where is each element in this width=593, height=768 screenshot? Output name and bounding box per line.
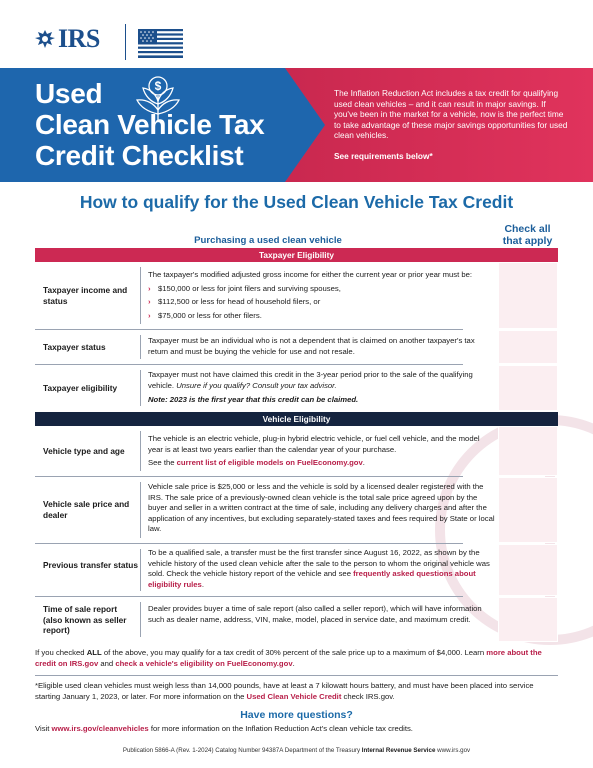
more-questions-heading: Have more questions? <box>240 709 353 721</box>
hero-title-line-3: Credit Checklist <box>35 140 244 171</box>
checkbox-vehicle-price-dealer[interactable] <box>498 477 558 543</box>
row-content: Dealer provides buyer a time of sale report (also called a seller report), which will have information such as dealer name, address, VIN, make, model, placed in service date, and maximum credit. <box>148 604 482 624</box>
bullet-text: $75,000 or less for other filers. <box>158 310 262 320</box>
eligibility-advice: Unsure if you qualify? Consult your tax advisor. <box>176 380 337 390</box>
logo-divider <box>125 24 126 60</box>
income-intro: The taxpayer's modified adjusted gross income for either the current year or prior year must be: <box>148 270 473 279</box>
row-vehicle-price-dealer <box>35 477 558 543</box>
qualify-summary <box>35 648 560 669</box>
column-divider <box>140 370 141 406</box>
checkbox-time-of-sale[interactable] <box>498 597 558 642</box>
eagle-icon <box>34 28 56 50</box>
svg-text:$: $ <box>154 79 162 93</box>
period: . <box>362 458 365 467</box>
check-all-header <box>497 223 558 247</box>
footer-divider <box>35 675 558 676</box>
column-divider <box>140 335 141 359</box>
summary-prefix: If you checked <box>35 648 85 657</box>
hero-requirements: See requirements below* <box>334 151 433 161</box>
row-label: Taxpayer income and status <box>43 285 128 306</box>
column-divider <box>140 431 141 471</box>
used-clean-vehicle-credit-link[interactable]: Used Clean Vehicle Credit <box>246 691 342 701</box>
visit-prefix: Visit <box>35 724 50 733</box>
row-content <box>148 270 496 321</box>
row-content <box>148 548 496 590</box>
eligible-models-link[interactable]: current list of eligible models on FuelEconomy.gov <box>176 458 363 467</box>
row-taxpayer-eligibility <box>35 365 558 411</box>
row-taxpayer-status <box>35 330 558 364</box>
summary-and: and <box>100 658 114 668</box>
chevron-right-icon: › <box>148 310 151 320</box>
income-bullet-1 <box>148 284 496 295</box>
row-previous-transfer <box>35 544 558 596</box>
plant-dollar-icon <box>119 74 197 120</box>
taxpayer-eligibility-header: Taxpayer Eligibility <box>35 248 558 262</box>
irs-url: www.irs.gov <box>437 747 471 754</box>
top-bar <box>0 0 593 68</box>
credit-info-link[interactable]: more about the credit on IRS.gov <box>35 648 542 668</box>
irs-name: Internal Revenue Service <box>361 747 436 754</box>
check-header-line-2: that apply <box>502 235 553 247</box>
publication-info <box>0 747 593 754</box>
purchase-header: Purchasing a used clean vehicle <box>194 235 342 246</box>
eligibility-footnote <box>35 681 560 702</box>
bullet-text: $150,000 or less for joint filers and surviving spouses, <box>158 283 341 293</box>
hero-title-line-1: Used <box>35 78 103 109</box>
footnote-end: check IRS.gov. <box>343 691 395 701</box>
visit-text: for more information on the Inflation Reduction Act's clean vehicle tax credits. <box>150 724 413 733</box>
row-vehicle-type-age <box>35 426 558 476</box>
footnote-text: *Eligible used clean vehicles must weigh less than 14,000 pounds, have at least a 7 kilowatt hours battery, and must have been placed into service starting January 1, 2023, or later. For more information on the <box>35 681 534 701</box>
checkbox-vehicle-type-age[interactable] <box>498 426 558 476</box>
period: . <box>292 658 295 668</box>
vehicle-eligibility-link[interactable]: check a vehicle's eligibility on FuelEconomy.gov <box>115 658 293 668</box>
chevron-right-icon: › <box>148 297 151 306</box>
period: . <box>201 579 204 589</box>
bullet-text: $112,500 or less for head of household filers, or <box>158 297 321 306</box>
income-bullet-2 <box>148 297 496 308</box>
eligibility-note: Note: 2023 is the first year that this credit can be claimed. <box>148 395 359 404</box>
column-divider <box>140 549 141 591</box>
row-label: Previous transfer status <box>43 560 138 570</box>
row-content: Vehicle sale price is $25,000 or less and the vehicle is sold by a licensed dealer registered with the IRS. The sale price of a previously-owned clean vehicle is the total sale price agreed upon by the buyer and seller in a written contract at the time of sale, including any delivery charges and after the application of any incentives, but excluding separately-stated taxes and fees required by State or local law. <box>148 482 495 533</box>
hero-banner <box>0 68 593 182</box>
row-taxpayer-income <box>35 262 558 329</box>
row-label: Time of sale report (also known as seller report) <box>43 604 127 635</box>
type-age-text: The vehicle is an electric vehicle, plug-in hybrid electric vehicle, or fuel cell vehicle, and the model year is at least two years earlier than the calendar year of your purchase. <box>148 434 480 454</box>
summary-text: of the above, you may qualify for a tax credit of 30% percent of the sale price up to a maximum of $4,000. Learn <box>103 648 485 657</box>
visit-line <box>35 724 560 733</box>
irs-wordmark: IRS <box>58 24 100 53</box>
publication-number: Publication 5866-A (Rev. 1-2024) Catalog Number 94387A Department of the Treasury <box>122 747 361 754</box>
irs-logo <box>34 26 100 52</box>
row-label: Vehicle sale price and dealer <box>43 499 130 520</box>
row-label: Taxpayer eligibility <box>43 383 118 393</box>
checkbox-previous-transfer[interactable] <box>498 544 558 596</box>
hero-description: The Inflation Reduction Act includes a tax credit for qualifying used clean vehicles – and it can result in major savings. If you've been in the market for a vehicle, now is the perfect time to take advantage of these major savings opportunities for used clean vehicles. <box>334 88 568 141</box>
column-divider <box>140 602 141 637</box>
transfer-text: To be a qualified sale, a transfer must be the first transfer since August 16, 2022, as shown by the vehicle history of the used clean vehicle after the sale to the person to whom the original vehicle was sold. Check the vehicle history report of the vehicle and see <box>148 548 490 578</box>
row-label: Taxpayer status <box>43 342 106 352</box>
chevron-right-icon: › <box>148 283 151 293</box>
see-text: See the <box>148 458 175 467</box>
clean-vehicles-link[interactable]: www.irs.gov/cleanvehicles <box>51 724 149 733</box>
hero-title-line-2: Clean Vehicle Tax <box>35 109 265 140</box>
row-content <box>148 370 496 406</box>
checkbox-taxpayer-income[interactable] <box>498 262 558 329</box>
row-label: Vehicle type and age <box>43 446 125 456</box>
column-divider <box>140 267 141 324</box>
check-header-line-1: Check all <box>504 223 551 235</box>
type-age-see <box>148 458 496 469</box>
eligibility-faq-link[interactable]: frequently asked questions about eligibility rules <box>148 569 476 589</box>
income-bullet-3 <box>148 311 496 322</box>
vehicle-eligibility-header: Vehicle Eligibility <box>35 412 558 426</box>
column-divider <box>140 482 141 538</box>
eligibility-text: Taxpayer must not have claimed this credit in the 3-year period prior to the sale of the qualifying vehicle. <box>148 370 473 390</box>
row-content <box>148 434 496 469</box>
row-time-of-sale <box>35 597 558 642</box>
checkbox-taxpayer-status[interactable] <box>498 330 558 364</box>
us-flag-icon <box>138 29 183 58</box>
checkbox-taxpayer-eligibility[interactable] <box>498 365 558 411</box>
summary-all: ALL <box>86 648 102 657</box>
main-heading: How to qualify for the Used Clean Vehicle Tax Credit <box>79 192 514 212</box>
row-content: Taxpayer must be an individual who is not a dependent that is claimed on another taxpayer's tax return and must be buying the vehicle for use and not resale. <box>148 336 475 356</box>
